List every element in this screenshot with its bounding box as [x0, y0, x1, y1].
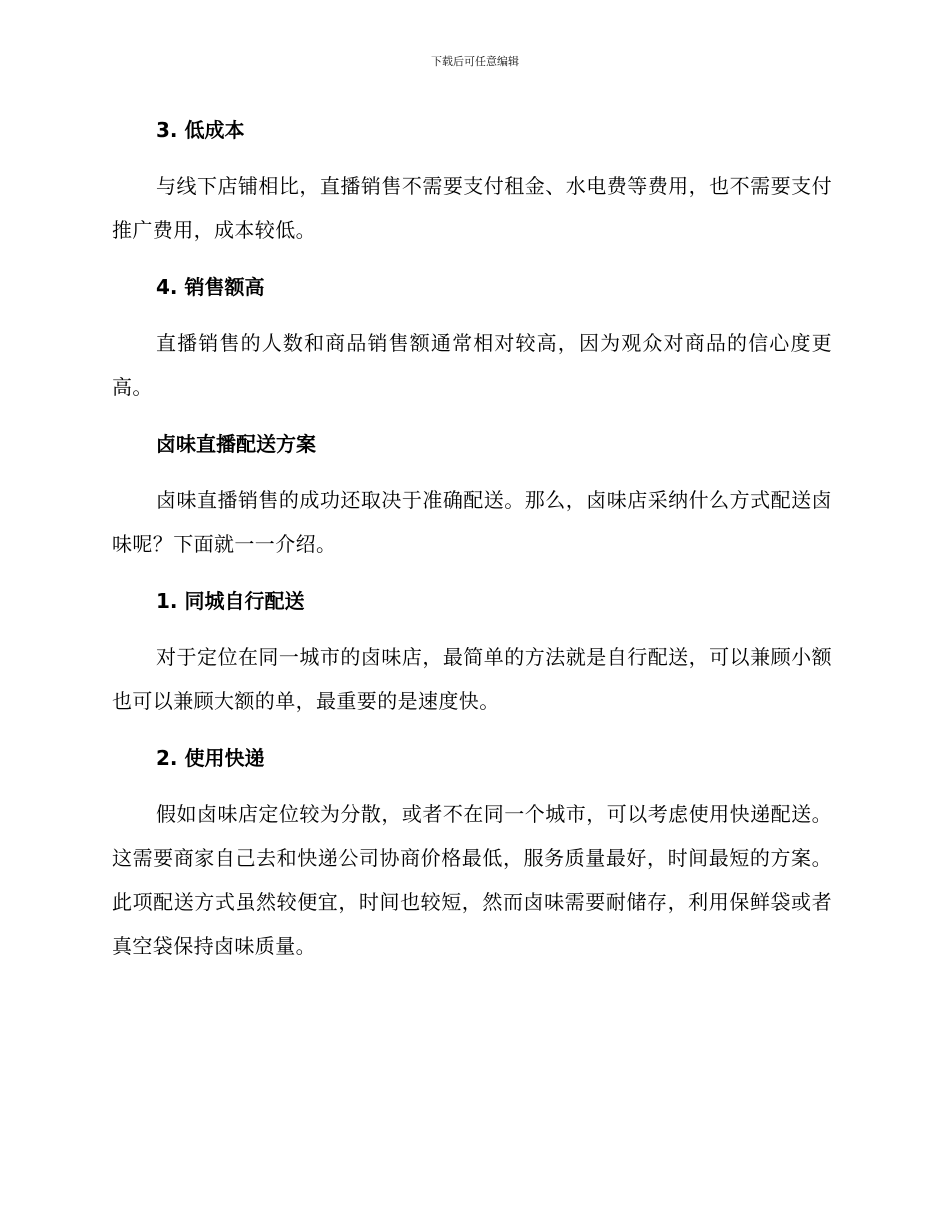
section-heading-delivery-plan: 卤味直播配送方案 [156, 432, 316, 456]
paragraph-low-cost: 与线下店铺相比，直播销售不需要支付租金、水电费等费用，也不需要支付推广费用，成本较低。 [112, 174, 832, 242]
page-header: 下载后可任意编辑 [431, 55, 519, 68]
paragraph-high-sales: 直播销售的人数和商品销售额通常相对较高，因为观众对商品的信心度更高。 [112, 331, 832, 399]
section-heading-express: 2. 使用快递 [156, 746, 265, 770]
section-heading-high-sales: 4. 销售额高 [156, 275, 265, 299]
paragraph-same-city: 对于定位在同一城市的卤味店，最简单的方法就是自行配送，可以兼顾小额也可以兼顾大额的单，最重要的是速度快。 [112, 645, 832, 713]
section-heading-low-cost: 3. 低成本 [156, 118, 245, 142]
paragraph-express: 假如卤味店定位较为分散，或者不在同一个城市，可以考虑使用快递配送。这需要商家自己去和快递公司协商价格最低，服务质量最好，时间最短的方案。此项配送方式虽然较便宜，时间也较短，然而卤味需要耐储存，利用保鲜袋或者真空袋保持卤味质量。 [112, 802, 832, 958]
section-heading-same-city: 1. 同城自行配送 [156, 589, 305, 613]
document-body [112, 110, 832, 968]
paragraph-delivery-plan: 卤味直播销售的成功还取决于准确配送。那么，卤味店采纳什么方式配送卤味呢？下面就一一介绍。 [112, 488, 832, 556]
